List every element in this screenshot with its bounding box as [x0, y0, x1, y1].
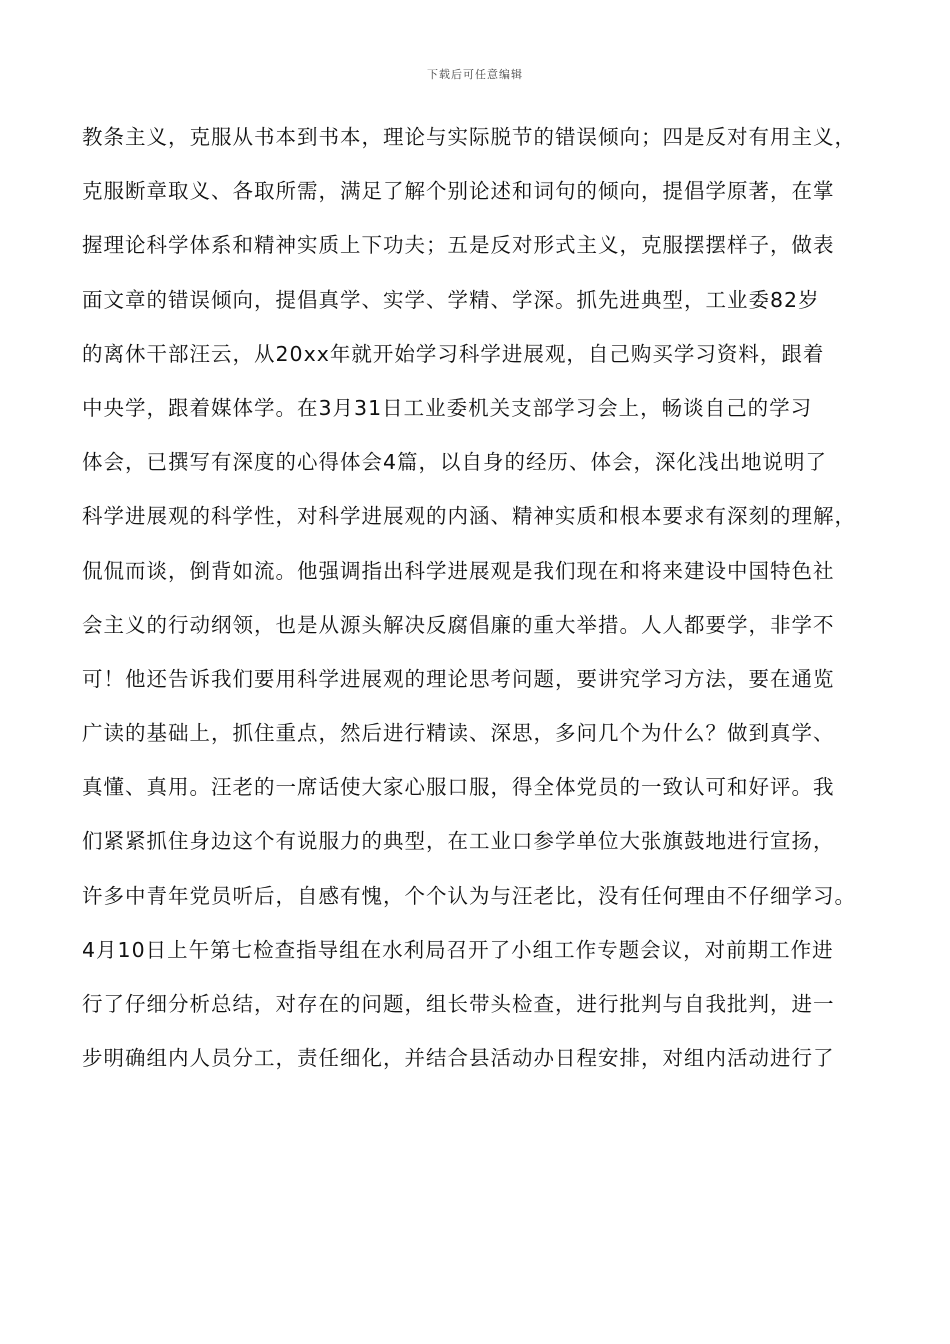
text-line: 握理论科学体系和精神实质上下功夫；五是反对形式主义，克服摆摆样子，做表	[82, 233, 835, 258]
text-line: 面文章的错误倾向，提倡真学、实学、学精、学深。抓先进典型，工业委82岁	[82, 287, 820, 312]
text-line: 4月10日上午第七检查指导组在水利局召开了小组工作专题会议，对前期工作进	[82, 937, 834, 962]
text-line: 会主义的行动纲领，也是从源头解决反腐倡廉的重大举措。人人都要学，非学不	[82, 612, 835, 637]
text-line: 教条主义，克服从书本到书本，理论与实际脱节的错误倾向；四是反对有用主义，	[82, 125, 856, 149]
body-text	[82, 121, 882, 1096]
text-line: 克服断章取义、各取所需，满足了解个别论述和词句的倾向，提倡学原著，在掌	[82, 179, 835, 204]
text-line: 许多中青年党员听后，自感有愧，个个认为与汪老比，没有任何理由不仔细学习。	[82, 883, 856, 908]
text-line: 们紧紧抓住身边这个有说服力的典型，在工业口参学单位大张旗鼓地进行宣扬，	[82, 829, 835, 854]
text-line: 体会，已撰写有深度的心得体会4篇，以自身的经历、体会，深化浅出地说明了	[82, 450, 828, 475]
text-line: 的离休干部汪云，从20xx年就开始学习科学进展观，自己购买学习资料，跟着	[82, 341, 825, 366]
text-line: 可！他还告诉我们要用科学进展观的理论思考问题，要讲究学习方法，要在通览	[82, 666, 835, 691]
text-line: 科学进展观的科学性，对科学进展观的内涵、精神实质和根本要求有深刻的理解，	[82, 504, 856, 529]
text-line: 侃侃而谈，倒背如流。他强调指出科学进展观是我们现在和将来建设中国特色社	[82, 558, 835, 583]
text-line: 广读的基础上，抓住重点，然后进行精读、深思，多问几个为什么？做到真学、	[82, 721, 835, 746]
text-line: 中央学，跟着媒体学。在3月31日工业委机关支部学习会上，畅谈自己的学习	[82, 395, 813, 420]
text-line: 步明确组内人员分工，责任细化，并结合县活动办日程安排，对组内活动进行了	[82, 1046, 835, 1071]
page-header: 下载后可任意编辑	[427, 68, 523, 81]
text-line: 行了仔细分析总结，对存在的问题，组长带头检查，进行批判与自我批判，进一	[82, 992, 835, 1016]
text-line: 真懂、真用。汪老的一席话使大家心服口服，得全体党员的一致认可和好评。我	[82, 775, 835, 800]
